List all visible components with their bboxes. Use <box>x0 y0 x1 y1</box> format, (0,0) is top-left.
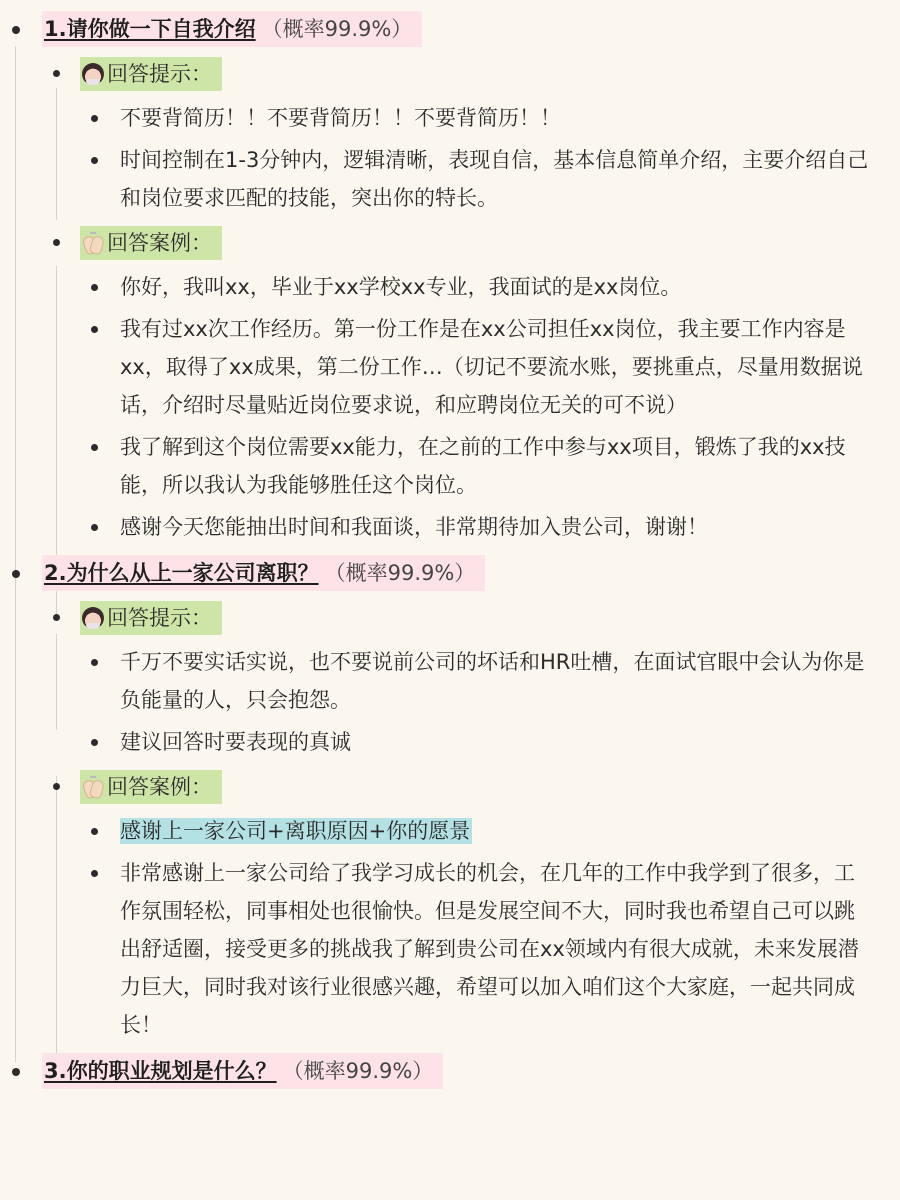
bullet-icon <box>91 326 98 333</box>
example-label: 回答案例： <box>107 775 212 799</box>
list-item <box>0 99 900 137</box>
hint-heading <box>0 596 900 640</box>
question-section-1 <box>0 0 900 546</box>
list-item-text: 不要背简历！！不要背简历！！不要背简历！！ <box>120 106 561 130</box>
example-heading <box>0 765 900 809</box>
bullet-icon <box>53 783 60 790</box>
list-item-text: 建议回答时要表现的真诚 <box>120 730 351 754</box>
bullet-icon <box>53 70 60 77</box>
bullet-icon <box>91 157 98 164</box>
question-title: 3.你的职业规划是什么？ <box>44 1059 277 1083</box>
clapping-hands-icon <box>82 232 104 254</box>
hint-heading <box>0 52 900 96</box>
list-item <box>0 268 900 306</box>
question-highlight <box>42 555 485 591</box>
list-item-text: 千万不要实话实说，也不要说前公司的坏话和HR吐槽，在面试官眼中会认为你是负能量的人，只会抱怨。 <box>120 650 865 712</box>
list-item <box>0 141 900 217</box>
example-label: 回答案例： <box>107 231 212 255</box>
woman-face-icon <box>82 607 104 629</box>
example-label-tag <box>80 770 222 804</box>
question-title: 1.请你做一下自我介绍 <box>44 17 256 41</box>
list-item-text: 你好，我叫xx，毕业于xx学校xx专业，我面试的是xx岗位。 <box>120 275 682 299</box>
list-item <box>0 723 900 761</box>
question-section-3 <box>0 1048 900 1094</box>
question-probability: （概率99.9%） <box>324 561 476 585</box>
question-section-2 <box>0 550 900 1044</box>
list-item-text: 感谢今天您能抽出时间和我面谈，非常期待加入贵公司，谢谢！ <box>120 515 708 539</box>
hint-label: 回答提示： <box>107 62 212 86</box>
hint-label-tag <box>80 57 222 91</box>
bullet-icon <box>91 115 98 122</box>
question-highlight <box>42 1053 443 1089</box>
bullet-icon <box>91 659 98 666</box>
question-title: 2.为什么从上一家公司离职？ <box>44 561 319 585</box>
list-item-text: 时间控制在1-3分钟内，逻辑清晰，表现自信，基本信息简单介绍，主要介绍自己和岗位要求匹配的技能，突出你的特长。 <box>120 148 869 210</box>
list-item-text: 我有过xx次工作经历。第一份工作是在xx公司担任xx岗位，我主要工作内容是xx，取得了xx成果，第二份工作…（切记不要流水账，要挑重点，尽量用数据说话，介绍时尽量贴近岗位要求说，和应聘岗位无关的可不说） <box>120 317 863 417</box>
bullet-icon <box>12 1068 20 1076</box>
list-item <box>0 812 900 850</box>
question-highlight <box>42 11 422 47</box>
question-heading <box>0 550 900 596</box>
list-item <box>0 508 900 546</box>
list-item <box>0 428 900 504</box>
example-heading <box>0 221 900 265</box>
bullet-icon <box>12 570 20 578</box>
example-label-tag <box>80 226 222 260</box>
bullet-icon <box>12 26 20 34</box>
bullet-icon <box>91 739 98 746</box>
bullet-icon <box>91 284 98 291</box>
list-item-text: 非常感谢上一家公司给了我学习成长的机会，在几年的工作中我学到了很多，工作氛围轻松，同事相处也很愉快。但是发展空间不大，同时我也希望自己可以跳出舒适圈，接受更多的挑战我了解到贵公司在xx领域内有很大成就，未来发展潜力巨大，同时我对该行业很感兴趣，希望可以加入咱们这个大家庭，一起共同成长！ <box>120 861 859 1037</box>
bullet-icon <box>91 828 98 835</box>
question-heading <box>0 1048 900 1094</box>
list-item-text: 我了解到这个岗位需要xx能力，在之前的工作中参与xx项目，锻炼了我的xx技能，所以我认为我能够胜任这个岗位。 <box>120 435 846 497</box>
list-item <box>0 643 900 719</box>
bullet-icon <box>53 239 60 246</box>
list-item <box>0 310 900 424</box>
list-item <box>0 854 900 1044</box>
question-probability: （概率99.9%） <box>261 17 413 41</box>
bullet-icon <box>91 870 98 877</box>
question-probability: （概率99.9%） <box>282 1059 434 1083</box>
clapping-hands-icon <box>82 776 104 798</box>
question-heading <box>0 6 900 52</box>
answer-formula: 感谢上一家公司+离职原因+你的愿景 <box>120 819 471 843</box>
hint-label: 回答提示： <box>107 606 212 630</box>
bullet-icon <box>91 524 98 531</box>
bullet-icon <box>91 444 98 451</box>
hint-label-tag <box>80 601 222 635</box>
bullet-icon <box>53 614 60 621</box>
woman-face-icon <box>82 63 104 85</box>
